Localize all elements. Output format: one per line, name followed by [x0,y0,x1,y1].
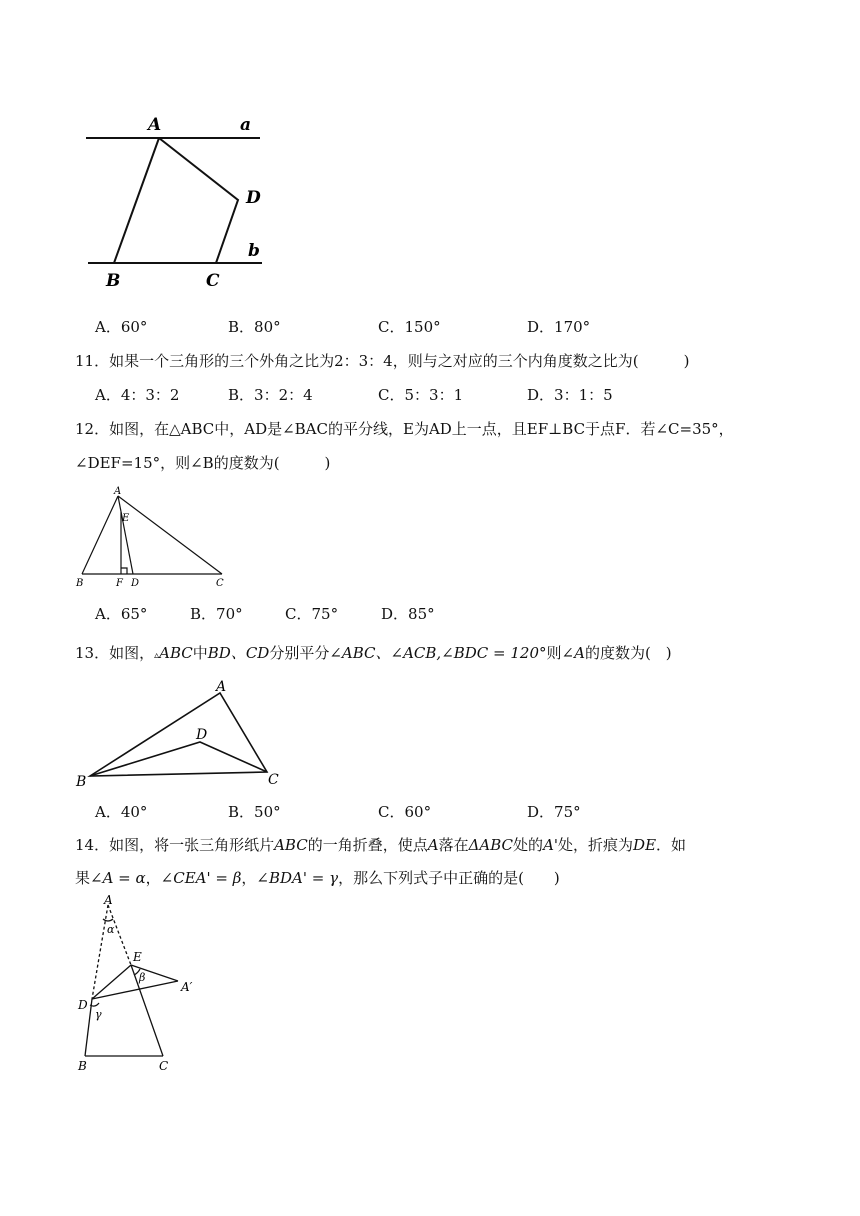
q11-option-b: B．3：2：4 [228,386,313,404]
fig10-label-A: A [148,115,162,135]
q14-part-1: 14．如图，将一张三角形纸片 [75,836,275,854]
q13-option-b: B．50° [228,803,281,821]
fig14-label-D: D [78,998,88,1012]
q13-text-4: 的度数为( ) [584,644,672,662]
q14-line2-part-4: ，那么下列式子中正确的是( ) [338,869,560,887]
q11-text: 11．如果一个三角形的三个外角之比为2：3：4，则与之对应的三个内角度数之比为( ) [75,352,690,370]
fig14-label-C: C [159,1059,169,1073]
fig14-label-gamma: γ [95,1008,102,1021]
q14-cond-beta: ∠CEA' = β [160,869,242,887]
q14-text-line1 [75,835,686,855]
fig10-label-B: B [106,271,121,291]
q13-prefix: 13．如图， [75,644,155,662]
fig14-label-A-prime: A′ [181,980,193,994]
fig12-label-C: C [216,578,224,589]
fig10-label-b: b [248,241,260,261]
q13-math-3: ∠ABC、∠ACB,∠BDC = 120° [329,644,547,662]
q14-line2-part-3: ， [241,869,257,887]
fig14-label-alpha: α [107,923,115,936]
figure-q13 [70,676,290,796]
q14-math-4: A' [543,836,559,854]
q14-line2-part-1: 果 [75,869,91,887]
q11-option-a: A．4：3：2 [95,386,180,404]
fig10-label-C: C [206,271,220,291]
q10-option-d: D．170° [527,318,591,336]
q11-option-d: D．3：1：5 [527,386,613,404]
fig12-label-A: A [114,486,122,497]
fig12-label-F: F [116,578,123,589]
q13-math-4: ∠A [561,644,585,662]
q10-option-c: C．150° [378,318,441,336]
fig14-label-E: E [133,950,142,964]
q13-text [75,643,672,666]
q14-text-line2 [75,868,560,888]
q12-text-line2: ∠DEF=15°，则∠B的度数为( ) [75,454,331,472]
q13-triangle-symbol: ▵ [154,650,160,661]
fig14-label-A: A [104,893,113,907]
q13-text-1: 中 [192,644,208,662]
q14-cond-alpha: ∠A = α [90,869,146,887]
q12-text-line1: 12．如图，在△ABC中，AD是∠BAC的平分线，E为AD上一点，且EF⊥BC于点F．若∠C=35°， [75,420,734,438]
q12-option-b: B．70° [190,605,243,623]
q14-math-2: A [427,836,439,854]
q14-line2-part-2: ， [145,869,161,887]
q14-part-5: 处，折痕为 [558,836,634,854]
q12-option-c: C．75° [285,605,339,623]
q13-text-3: 则 [546,644,562,662]
fig14-label-B: B [78,1059,87,1073]
fig13-label-B: B [76,774,87,790]
figure-q12 [70,484,240,594]
fig12-label-B: B [76,578,84,589]
q13-math-2: BD、CD [207,644,270,662]
fig10-label-D: D [246,188,261,208]
q14-cond-gamma: ∠BDA' = γ [256,869,339,887]
q14-part-6: ．如 [656,836,687,854]
fig13-label-D: D [196,727,208,743]
fig13-label-A: A [216,679,227,695]
figure-q14 [70,893,220,1078]
q14-part-4: 处的 [513,836,544,854]
fig14-label-beta: β [139,971,146,984]
q14-part-3: 落在 [438,836,469,854]
fig12-label-D: D [131,578,140,589]
figure-q10 [80,108,280,298]
q13-text-2: 分别平分 [269,644,330,662]
q13-option-d: D．75° [527,803,581,821]
q10-option-b: B．80° [228,318,281,336]
fig13-label-C: C [268,772,279,788]
q14-math-1: ABC [274,836,308,854]
q14-math-3: ΔABC [468,836,514,854]
q14-math-5: DE [633,836,657,854]
q11-option-c: C．5：3：1 [378,386,464,404]
q10-option-a: A．60° [95,318,148,336]
q12-option-a: A．65° [95,605,148,623]
q13-option-c: C．60° [378,803,432,821]
fig10-label-a: a [240,115,252,135]
q14-part-2: 的一角折叠，使点 [307,836,428,854]
q13-option-a: A．40° [95,803,148,821]
q12-option-d: D．85° [381,605,435,623]
q13-math-1: ABC [159,644,193,662]
fig12-label-E: E [122,513,130,524]
